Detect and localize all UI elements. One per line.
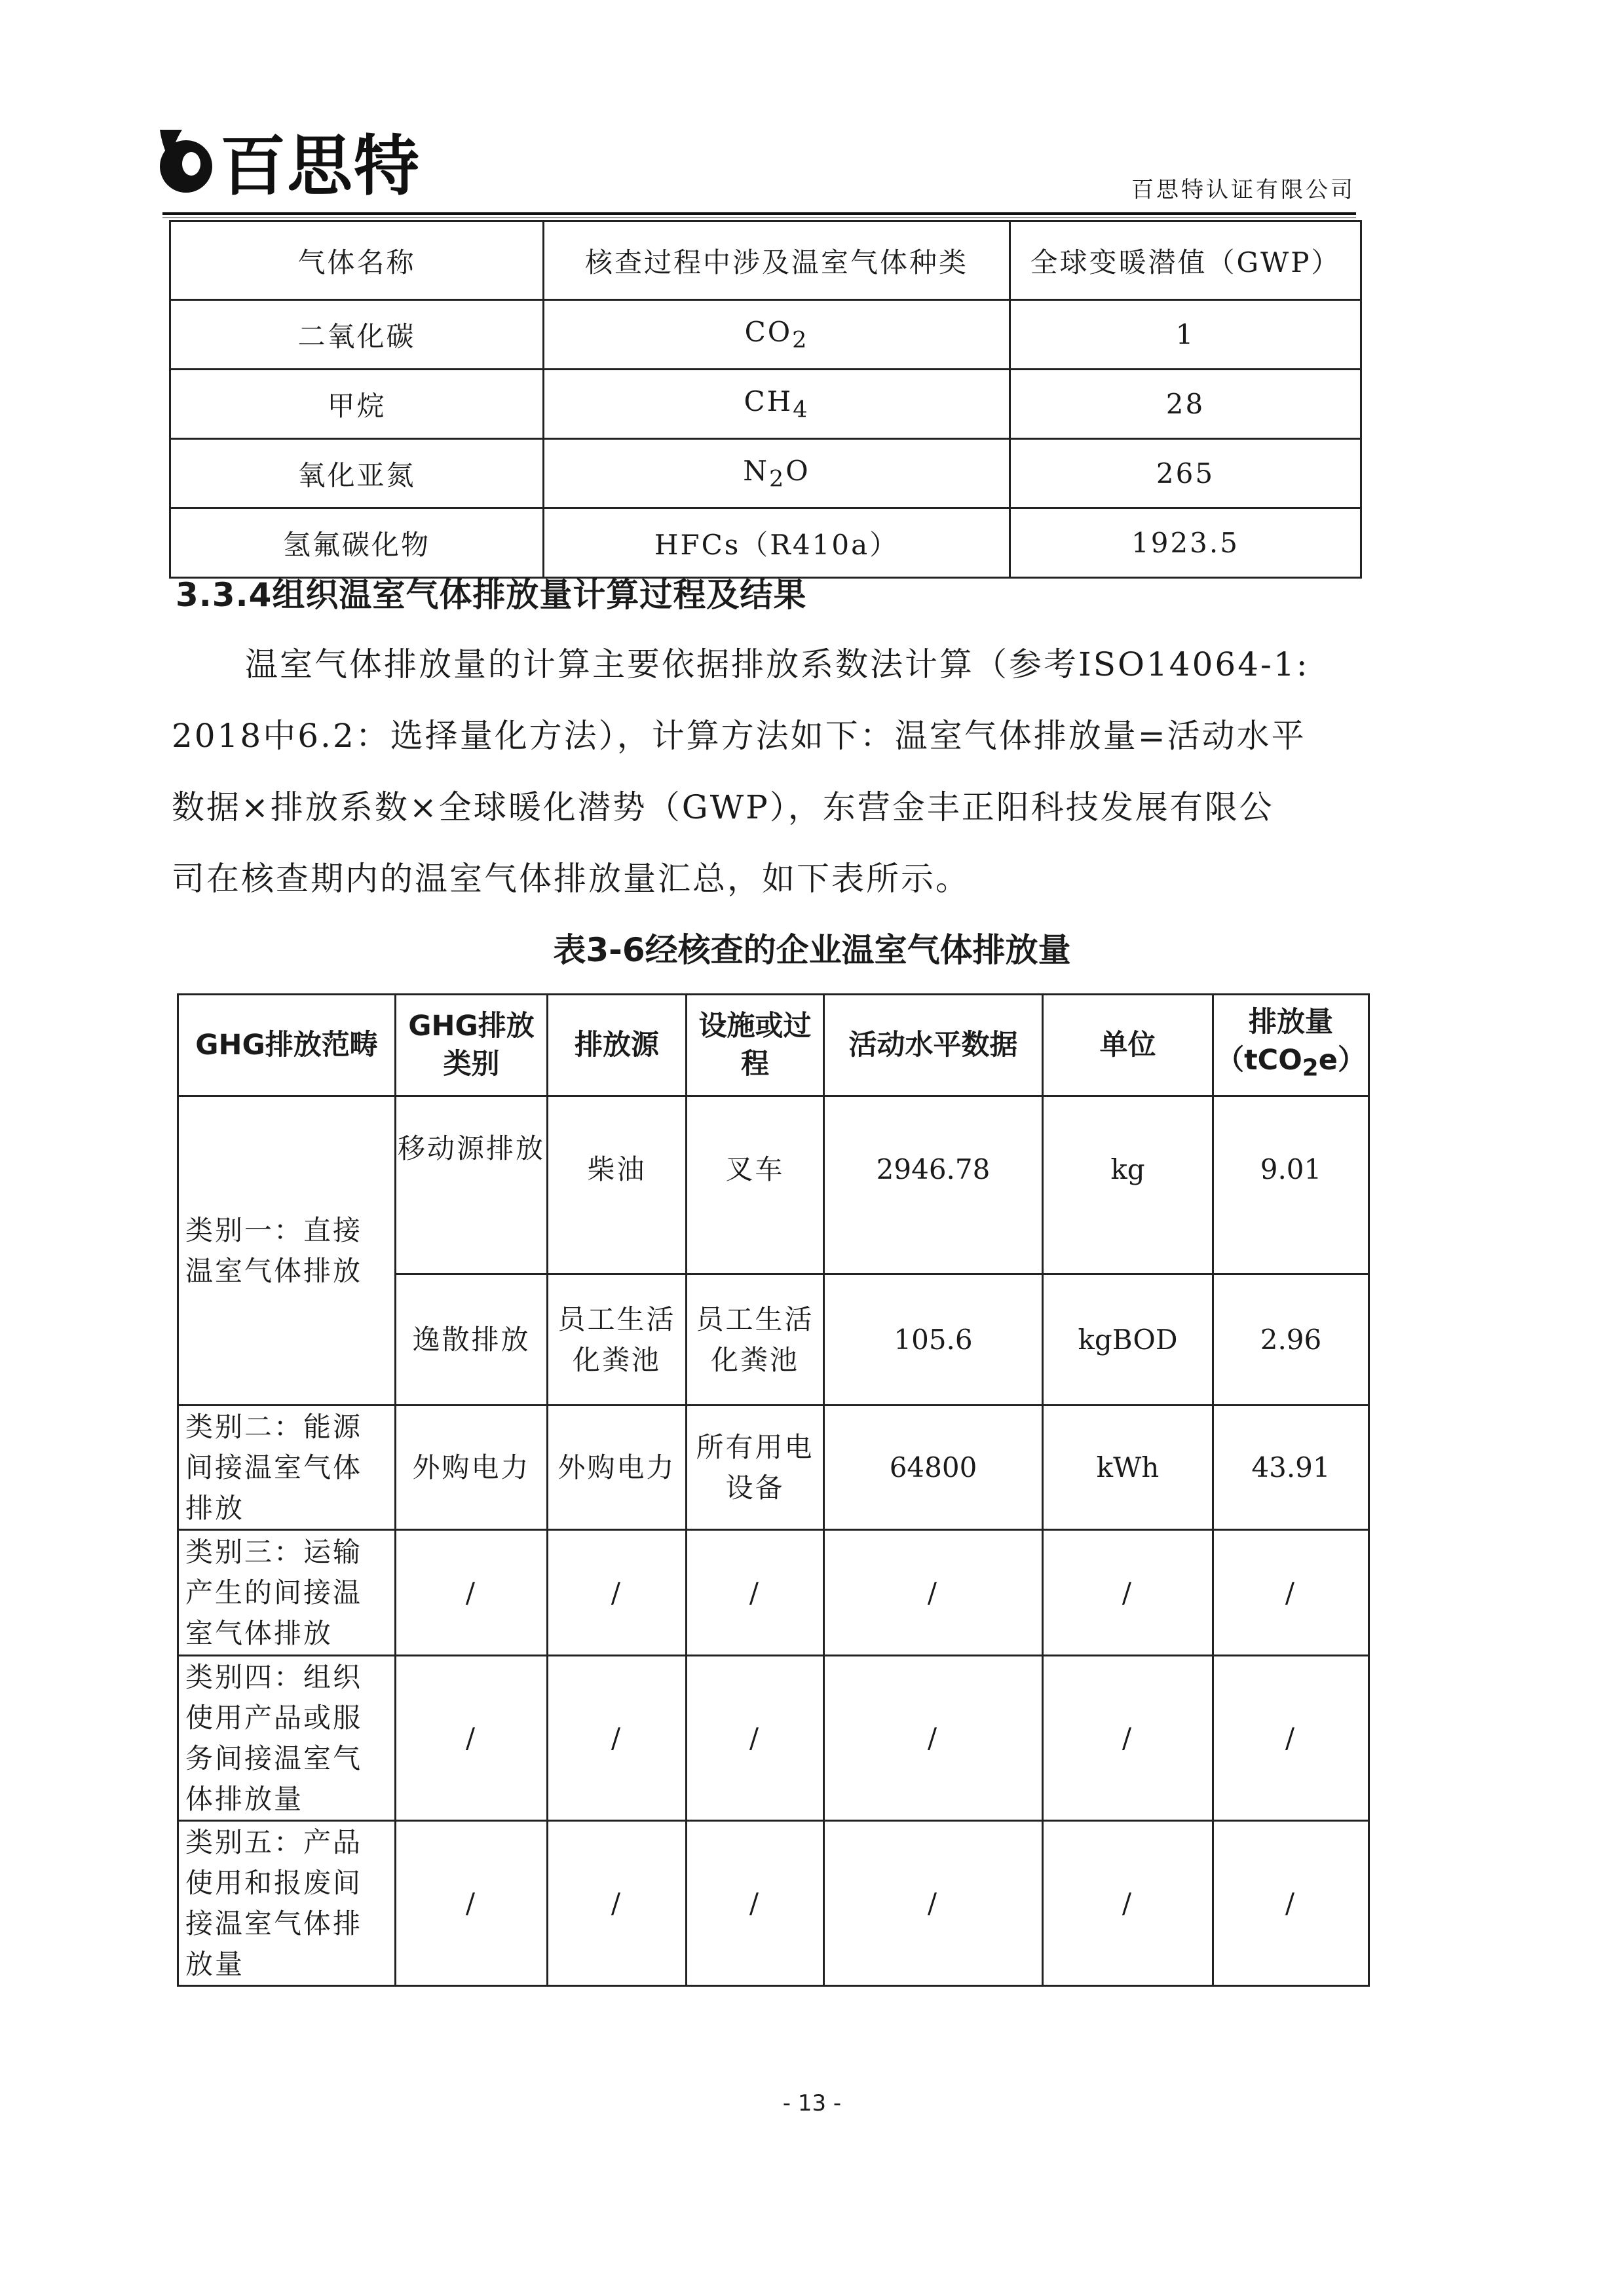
- brand-logo: [151, 124, 421, 204]
- gas-formula: $CO_2$: [544, 300, 1010, 370]
- table-row: [178, 1656, 1369, 1821]
- brand-logo-icon: [151, 124, 216, 197]
- empty-cell: /: [687, 1656, 824, 1821]
- gas-name: 甲烷: [170, 370, 544, 439]
- gwp-header-gas-name: 气体名称: [170, 221, 544, 300]
- empty-cell: /: [1043, 1656, 1213, 1821]
- category-cell: 外购电力: [396, 1406, 548, 1530]
- activity-cell: 2946.78: [824, 1096, 1043, 1274]
- gas-formula: $CH_4$: [544, 370, 1010, 439]
- header-unit: 单位: [1043, 995, 1213, 1096]
- empty-cell: /: [1213, 1821, 1369, 1986]
- unit-cell: kWh: [1043, 1406, 1213, 1530]
- gwp-header-row: [170, 221, 1361, 300]
- gas-gwp: 1923.5: [1010, 508, 1361, 578]
- category-cell: 逸散排放: [396, 1274, 548, 1406]
- table-row: [178, 1406, 1369, 1530]
- empty-cell: /: [1043, 1530, 1213, 1656]
- gwp-header-gwp: 全球变暖潜值（GWP）: [1010, 221, 1361, 300]
- gwp-row: [170, 508, 1361, 578]
- scope-cell: 类别三：运输产生的间接温室气体排放: [178, 1530, 396, 1656]
- empty-cell: /: [548, 1656, 687, 1821]
- scope-cell: 类别四：组织使用产品或服务间接温室气体排放量: [178, 1656, 396, 1821]
- source-cell: 员工生活化粪池: [548, 1274, 687, 1406]
- gas-name: 氧化亚氮: [170, 439, 544, 508]
- paragraph-line: 司在核查期内的温室气体排放量汇总，如下表所示。: [172, 860, 970, 898]
- empty-cell: /: [548, 1530, 687, 1656]
- activity-cell: 105.6: [824, 1274, 1043, 1406]
- empty-cell: /: [824, 1530, 1043, 1656]
- header-category: GHG排放类别: [396, 995, 548, 1096]
- empty-cell: /: [396, 1821, 548, 1986]
- empty-cell: /: [687, 1530, 824, 1656]
- facility-cell: 叉车: [687, 1096, 824, 1274]
- company-name: 百思特认证有限公司: [1131, 177, 1355, 203]
- empty-cell: /: [396, 1530, 548, 1656]
- gwp-header-gas-type: 核查过程中涉及温室气体种类: [544, 221, 1010, 300]
- emission-cell: 2.96: [1213, 1274, 1369, 1406]
- gas-formula: $N_2O$: [544, 439, 1010, 508]
- category-cell: 移动源排放: [396, 1096, 548, 1274]
- gwp-row: [170, 300, 1361, 370]
- table-row: [178, 1821, 1369, 1986]
- empty-cell: /: [396, 1656, 548, 1821]
- ghg-emissions-table: [177, 993, 1370, 1987]
- gwp-row: [170, 370, 1361, 439]
- paragraph-line: 2018中6.2：选择量化方法），计算方法如下：温室气体排放量=活动水平: [172, 717, 1306, 755]
- gas-formula: HFCs（R410a）: [544, 508, 1010, 578]
- gas-name: 氢氟碳化物: [170, 508, 544, 578]
- source-cell: 柴油: [548, 1096, 687, 1274]
- table-row: [178, 1096, 1369, 1274]
- unit-cell: kg: [1043, 1096, 1213, 1274]
- section-paragraph: [172, 629, 1370, 915]
- paragraph-line: 温室气体排放量的计算主要依据排放系数法计算（参考ISO14064-1:: [245, 645, 1310, 683]
- empty-cell: /: [1043, 1821, 1213, 1986]
- table-row: [178, 1530, 1369, 1656]
- empty-cell: /: [548, 1821, 687, 1986]
- activity-cell: 64800: [824, 1406, 1043, 1530]
- gwp-row: [170, 439, 1361, 508]
- source-cell: 外购电力: [548, 1406, 687, 1530]
- facility-cell: 所有用电设备: [687, 1406, 824, 1530]
- header-source: 排放源: [548, 995, 687, 1096]
- empty-cell: /: [824, 1821, 1043, 1986]
- emission-cell: 43.91: [1213, 1406, 1369, 1530]
- ghg-header-row: [178, 995, 1369, 1096]
- section-heading: 3.3.4组织温室气体排放量计算过程及结果: [176, 576, 807, 614]
- facility-cell: 员工生活化粪池: [687, 1274, 824, 1406]
- page-number: - 13 -: [782, 2090, 842, 2116]
- gwp-table: [169, 220, 1362, 579]
- gas-name: 二氧化碳: [170, 300, 544, 370]
- emission-cell: 9.01: [1213, 1096, 1369, 1274]
- table-caption: 表3-6经核查的企业温室气体排放量: [553, 931, 1071, 969]
- empty-cell: /: [687, 1821, 824, 1986]
- gas-gwp: 28: [1010, 370, 1361, 439]
- header-emission: 排放量 （tCO$_2$e）: [1213, 995, 1369, 1096]
- paragraph-line: 数据×排放系数×全球暖化潜势（GWP），东营金丰正阳科技发展有限公: [172, 788, 1274, 826]
- empty-cell: /: [824, 1656, 1043, 1821]
- gas-gwp: 265: [1010, 439, 1361, 508]
- gas-gwp: 1: [1010, 300, 1361, 370]
- header-scope: GHG排放范畴: [178, 995, 396, 1096]
- scope-cell: 类别二：能源间接温室气体排放: [178, 1406, 396, 1530]
- header-activity: 活动水平数据: [824, 995, 1043, 1096]
- brand-name: 百思特: [220, 128, 421, 204]
- empty-cell: /: [1213, 1530, 1369, 1656]
- header-facility: 设施或过程: [687, 995, 824, 1096]
- scope-cell: 类别一：直接温室气体排放: [178, 1096, 396, 1406]
- scope-cell: 类别五：产品使用和报废间接温室气体排放量: [178, 1821, 396, 1986]
- unit-cell: kgBOD: [1043, 1274, 1213, 1406]
- empty-cell: /: [1213, 1656, 1369, 1821]
- header-rule: [162, 212, 1356, 215]
